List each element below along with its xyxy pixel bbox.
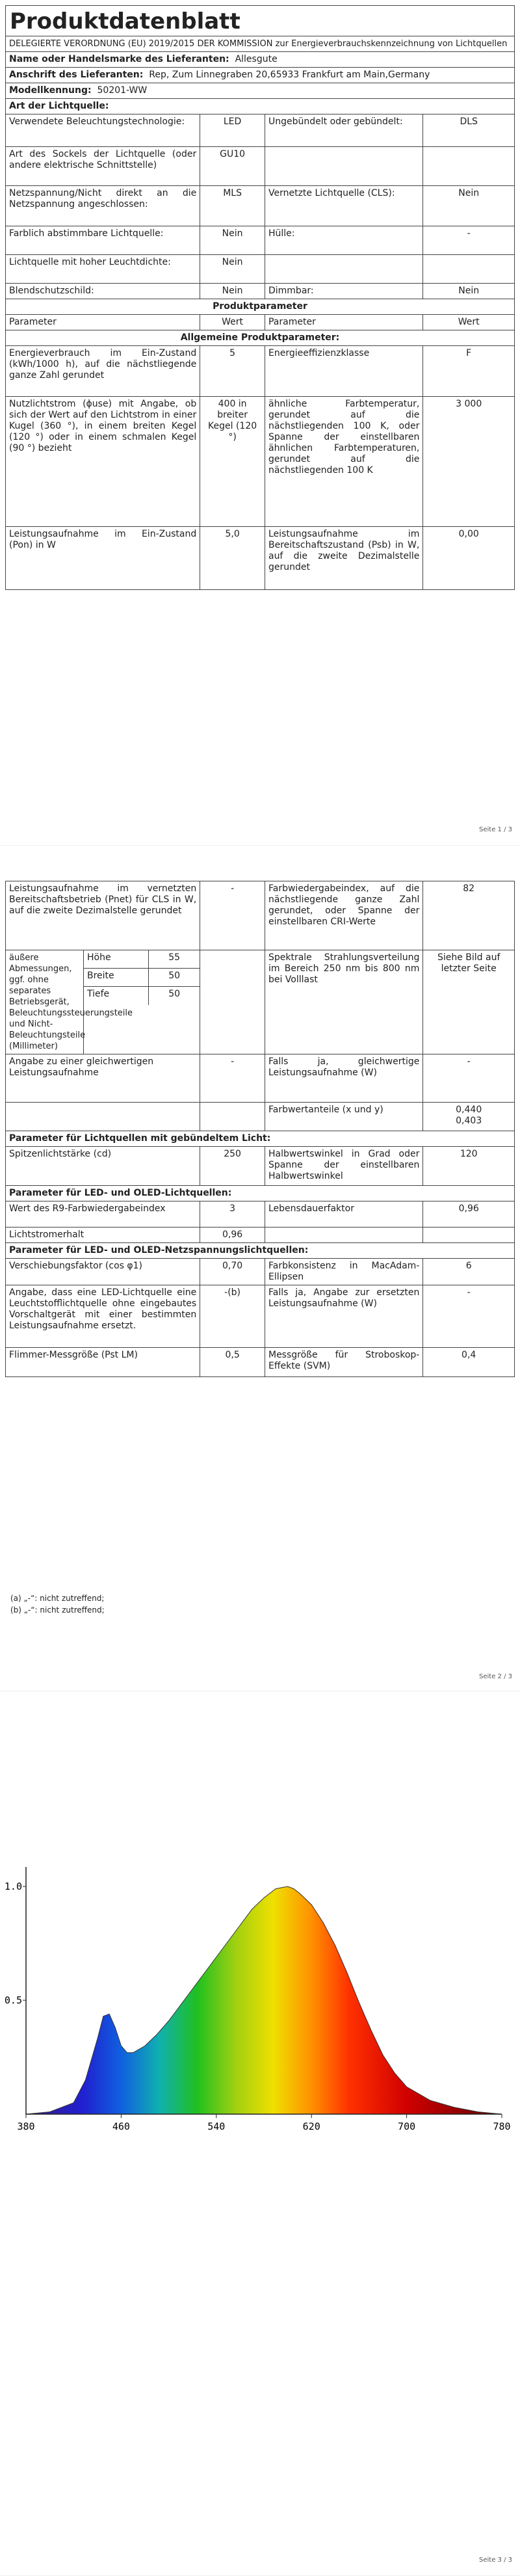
page-footer: Seite 2 / 3 bbox=[479, 1673, 512, 1680]
model-value: 50201-WW bbox=[97, 85, 148, 96]
color-x: 0,440 bbox=[456, 1105, 482, 1115]
document-title: Produktdatenblatt bbox=[6, 6, 514, 36]
page-2 bbox=[0, 846, 520, 1691]
spectrum-chart bbox=[0, 1854, 520, 2153]
gebuendelt-heading: Parameter für Lichtquellen mit gebündeltem Licht: bbox=[9, 1133, 271, 1144]
address-row: Anschrift des Lieferanten: Rep, Zum Linnegraben 20,65933 Frankfurt am Main,Germany bbox=[9, 70, 430, 80]
type-heading: Art der Lichtquelle: bbox=[9, 101, 109, 111]
param-row: Energieverbrauch im Ein-Zustand (kWh/1000 h), auf die nächstliegende ganze Zahl gerundet 5 Energieeffizienzklasse F bbox=[6, 346, 514, 397]
spectrum-area bbox=[26, 1886, 502, 2114]
param-row: Leistungsaufnahme im vernetzten Bereitschaftsbetrieb (Pnet) für CLS in W, auf die zweite Dezimalstelle gerundet - Farbwiedergabeindex, auf die nächstliegende ganze Zahl gerundet, oder Spanne der einstellbaren CRI-Werte 82 bbox=[6, 881, 514, 950]
product-sheet-page1 bbox=[5, 5, 515, 590]
param-row: Farbwertanteile (x und y) 0,440 0,403 bbox=[6, 1103, 514, 1131]
footnotes bbox=[5, 1592, 110, 1616]
param-row: Flimmer-Messgröße (Pst LM) 0,5 Messgröße für Stroboskop-Effekte (SVM) 0,4 bbox=[6, 1348, 514, 1376]
page-footer: Seite 3 / 3 bbox=[479, 2556, 512, 2564]
y-tick-label: 1.0 bbox=[4, 1881, 22, 1892]
type-row: Netzspannung/Nicht direkt an die Netzspannung angeschlossen: MLS Vernetzte Lichtquelle (CLS): Nein bbox=[6, 186, 514, 226]
type-row: Lichtquelle mit hoher Leuchtdichte: Nein bbox=[6, 255, 514, 284]
x-tick-label: 700 bbox=[398, 2121, 416, 2132]
supplier-value: Allesgute bbox=[235, 54, 278, 64]
dimension-width: Breite 50 bbox=[84, 969, 200, 987]
type-row: Farblich abstimmbare Lichtquelle: Nein Hülle: - bbox=[6, 226, 514, 255]
param-row: Angabe zu einer gleichwertigen Leistungsaufnahme - Falls ja, gleichwertige Leistungsaufnahme (W) - bbox=[6, 1054, 514, 1103]
param-row: Verschiebungsfaktor (cos φ1) 0,70 Farbkonsistenz in MacAdam-Ellipsen 6 bbox=[6, 1259, 514, 1285]
type-row: Art des Sockels der Lichtquelle (oder andere elektrische Schnittstelle) GU10 bbox=[6, 147, 514, 186]
footnote-b: (b) „-“: nicht zutreffend; bbox=[10, 1605, 105, 1615]
color-y: 0,403 bbox=[456, 1116, 482, 1126]
type-row: Blendschutzschild: Nein Dimmbar: Nein bbox=[6, 284, 514, 299]
supplier-row: Name oder Handelsmarke des Lieferanten: Allesgute bbox=[9, 54, 278, 64]
param-row: Wert des R9-Farbwiedergabeindex 3 Lebensdauerfaktor 0,96 bbox=[6, 1201, 514, 1228]
produktparameter-heading: Produktparameter bbox=[213, 301, 307, 312]
x-tick-label: 540 bbox=[207, 2121, 226, 2132]
page-footer: Seite 1 / 3 bbox=[479, 826, 512, 833]
product-sheet-page2 bbox=[5, 881, 515, 1377]
param-row: Leistungsaufnahme im Ein-Zustand (Pon) in W 5,0 Leistungsaufnahme im Bereitschaftszustand (Psb) in W, auf die zweite Dezimalstelle gerundet 0,00 bbox=[6, 527, 514, 589]
table-header: Parameter Wert Parameter Wert bbox=[6, 315, 514, 330]
param-row: Spitzenlichtstärke (cd) 250 Halbwertswinkel in Grad oder Spanne der einstellbaren Halbwertswinkel 120 bbox=[6, 1147, 514, 1186]
led-heading: Parameter für LED- und OLED-Lichtquellen: bbox=[9, 1188, 232, 1198]
type-row: Verwendete Beleuchtungstechnologie: LED Ungebündelt oder gebündelt: DLS bbox=[6, 114, 514, 147]
page-1 bbox=[0, 0, 520, 846]
param-row: Angabe, dass eine LED-Lichtquelle eine Leuchtstofflichtquelle ohne eingebautes Vorschaltgerät mit einer bestimmten Leistungsaufnahme ersetzt. -(b) Falls ja, Angabe zur ersetzten Leistungsaufnahme (W) - bbox=[6, 1285, 514, 1348]
regulation-subtitle: DELEGIERTE VERORDNUNG (EU) 2019/2015 DER KOMMISSION zur Energieverbrauchskennzeichnung von Lichtquellen bbox=[9, 39, 508, 49]
model-row: Modellkennung: 50201-WW bbox=[9, 85, 148, 96]
address-value: Rep, Zum Linnegraben 20,65933 Frankfurt am Main,Germany bbox=[149, 70, 430, 80]
param-row: Lichtstromerhalt 0,96 bbox=[6, 1228, 514, 1243]
x-tick-label: 380 bbox=[17, 2121, 35, 2132]
param-row: Nutzlichtstrom (ϕuse) mit Angabe, ob sich der Wert auf den Lichtstrom in einer Kugel (360 °), in einem breiten Kegel (120 °) oder in einem schmalen Kegel (90 °) bezieht 400 in breiter Kegel (120 °) ähnliche Farbtemperatur, gerundet auf die nächstliegenden 100 K, oder Spanne der einstellbaren ähnlichen Farbtemperaturen, gerundet auf die nächstliegenden 100 K 3 000 bbox=[6, 397, 514, 527]
netz-heading: Parameter für LED- und OLED-Netzspannungslichtquellen: bbox=[9, 1245, 309, 1255]
dimension-height: Höhe 55 bbox=[84, 950, 200, 969]
x-tick-label: 780 bbox=[493, 2121, 511, 2132]
allgemeine-heading: Allgemeine Produktparameter: bbox=[180, 332, 340, 343]
dimension-depth: Tiefe 50 bbox=[84, 987, 200, 1005]
footnote-a: (a) „-“: nicht zutreffend; bbox=[10, 1594, 105, 1603]
dimensions-row: äußere Abmessungen, ggf. ohne separates Betriebsgerät, Beleuchtungssteuerungsteile und Nicht-Beleuchtungsteile (Millimeter) Höhe 55 Breite 50 Tiefe 50 Spektrale Strahlungsverteilung im Bereich 250 nm bis 800 nm bei Volllast Siehe Bild auf letzter Seite bbox=[6, 950, 514, 1054]
x-tick-label: 460 bbox=[112, 2121, 130, 2132]
x-tick-label: 620 bbox=[302, 2121, 320, 2132]
page-3 bbox=[0, 1691, 520, 2576]
y-tick-label: 0.5 bbox=[4, 1994, 22, 2006]
dimensions-label: äußere Abmessungen, ggf. ohne separates Betriebsgerät, Beleuchtungssteuerungsteile und Nicht-Beleuchtungsteile (Millimeter) bbox=[6, 950, 84, 1054]
